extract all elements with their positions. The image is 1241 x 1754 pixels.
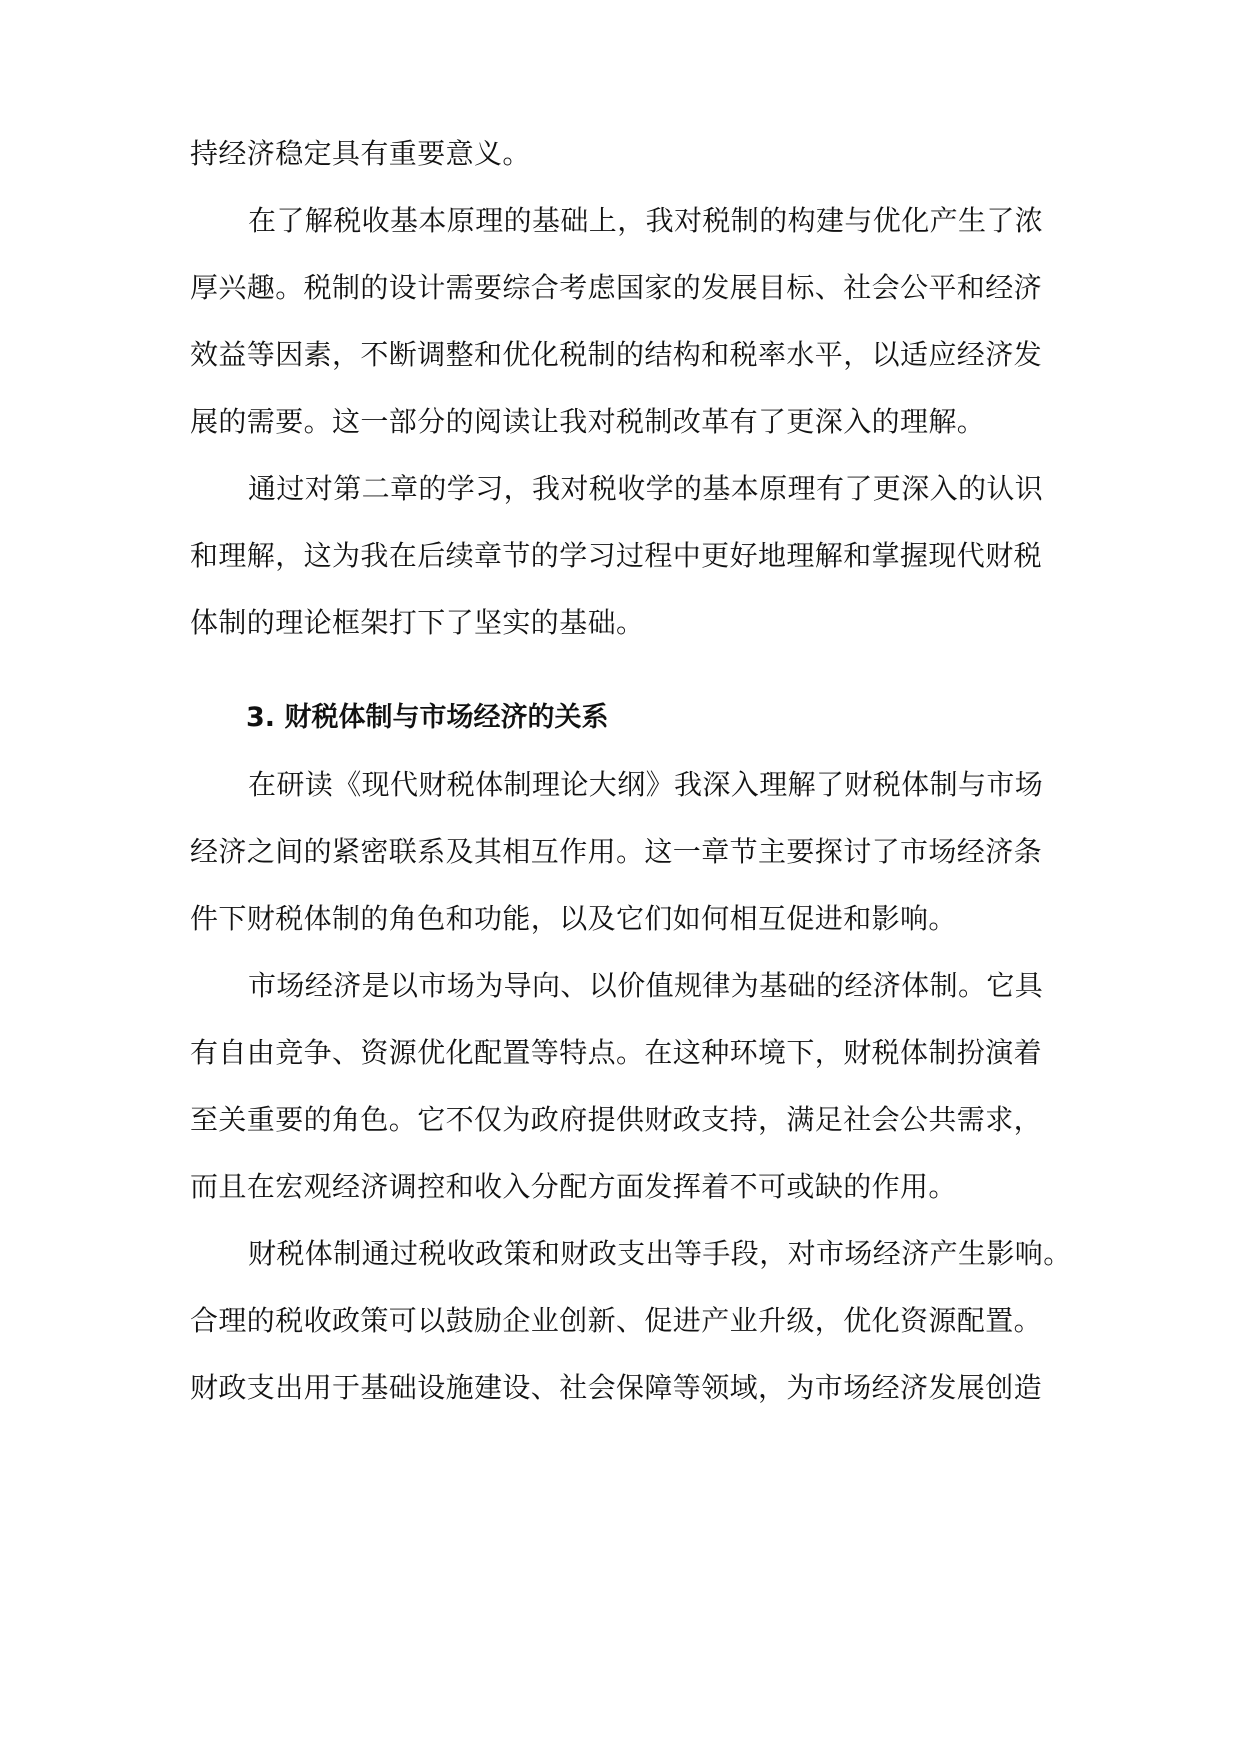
paragraph-line: 经济之间的紧密联系及其相互作用。这一章节主要探讨了市场经济条 bbox=[190, 835, 1043, 868]
paragraph-line: 合理的税收政策可以鼓励企业创新、促进产业升级，优化资源配置。 bbox=[190, 1304, 1043, 1337]
paragraph-line: 而且在宏观经济调控和收入分配方面发挥着不可或缺的作用。 bbox=[190, 1170, 957, 1203]
paragraph-line: 展的需要。这一部分的阅读让我对税制改革有了更深入的理解。 bbox=[190, 405, 986, 438]
paragraph-line: 件下财税体制的角色和功能，以及它们如何相互促进和影响。 bbox=[190, 902, 957, 935]
paragraph-line: 至关重要的角色。它不仅为政府提供财政支持，满足社会公共需求， bbox=[190, 1103, 1043, 1136]
paragraph-line: 有自由竞争、资源优化配置等特点。在这种环境下，财税体制扮演着 bbox=[190, 1036, 1043, 1069]
paragraph-line: 在研读《现代财税体制理论大纲》我深入理解了财税体制与市场 bbox=[248, 768, 1044, 801]
paragraph-line: 财税体制通过税收政策和财政支出等手段，对市场经济产生影响。 bbox=[248, 1237, 1072, 1270]
paragraph-line: 通过对第二章的学习，我对税收学的基本原理有了更深入的认识 bbox=[248, 472, 1044, 505]
paragraph-line: 在了解税收基本原理的基础上，我对税制的构建与优化产生了浓 bbox=[248, 204, 1044, 237]
section-heading: 3. 财税体制与市场经济的关系 bbox=[246, 702, 609, 733]
paragraph-line: 财政支出用于基础设施建设、社会保障等领域，为市场经济发展创造 bbox=[190, 1371, 1043, 1404]
paragraph-line: 市场经济是以市场为导向、以价值规律为基础的经济体制。它具 bbox=[248, 969, 1044, 1002]
paragraph-line: 体制的理论框架打下了坚实的基础。 bbox=[190, 606, 645, 639]
paragraph-line: 和理解，这为我在后续章节的学习过程中更好地理解和掌握现代财税 bbox=[190, 539, 1043, 572]
paragraph-line: 持经济稳定具有重要意义。 bbox=[190, 137, 531, 170]
paragraph-line: 效益等因素，不断调整和优化税制的结构和税率水平，以适应经济发 bbox=[190, 338, 1043, 371]
paragraph-line: 厚兴趣。税制的设计需要综合考虑国家的发展目标、社会公平和经济 bbox=[190, 271, 1043, 304]
